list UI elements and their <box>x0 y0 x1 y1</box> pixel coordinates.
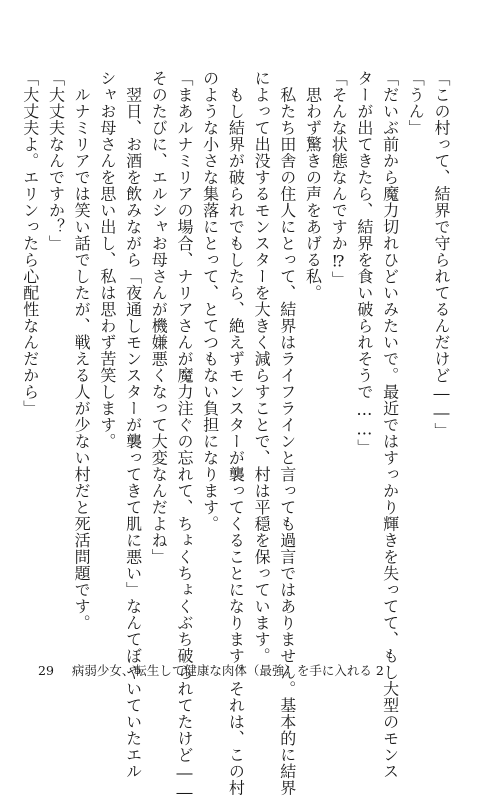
book-title: 病弱少女、転生して健康な肉体（最強）を手に入れる 2 <box>71 663 384 678</box>
text-line: シャお母さんを思い出し、私は思わず苦笑します。 <box>97 70 117 450</box>
text-line: 「まあルナミリアの場合、ナリアさんが魔力注ぐの忘れて、ちょくちょくぶち破られてたけど―― <box>174 70 194 802</box>
text-line: 「大丈夫よ。エリンったら心配性なんだから」 <box>20 70 40 417</box>
text-line: 翌日、お酒を飲みながら「夜通しモンスターが襲ってきて肌に悪い」なんてぼやいていたエル <box>123 70 143 780</box>
text-line: によって出没するモンスターを大きく減らすことで、村は平穏を保っています。 <box>252 70 272 664</box>
page-footer <box>38 661 384 679</box>
text-line: そのたびに、エルシャお母さんが機嫌悪くなって大変なんだよね」 <box>149 70 169 565</box>
text-line: もし結界が破られでもしたら、絶えずモンスターが襲ってくることになります。それは、この村 <box>226 70 246 796</box>
text-line: 思わず驚きの声をあげる私。 <box>303 70 323 301</box>
text-line: 「この村って、結界で守られてるんだけど――」 <box>432 70 451 439</box>
text-line: 「そんな状態なんですか⁉」 <box>329 70 349 288</box>
text-line: 「大丈夫なんですか？」 <box>46 70 66 252</box>
text-line: 「だいぶ前から魔力切れひどいみたいで。最近ではすっかり輝きを失ってて、もし大型のモンス <box>380 70 400 780</box>
text-line: 私たち田舎の住人にとって、結界はライフラインと言っても過言ではありません。基本的に結界 <box>277 70 297 796</box>
page-number: 29 <box>38 663 54 678</box>
text-line: ルナミリアでは笑い話でしたが、戦える人が少ない村だと死活問題です。 <box>72 70 92 631</box>
text-line: ターが出てきたら、結界を食い破られそうで……」 <box>354 70 374 456</box>
text-line: のような小さな集落にとって、とてつもない負担になります。 <box>200 70 220 532</box>
text-line: 「うん」 <box>406 70 426 136</box>
